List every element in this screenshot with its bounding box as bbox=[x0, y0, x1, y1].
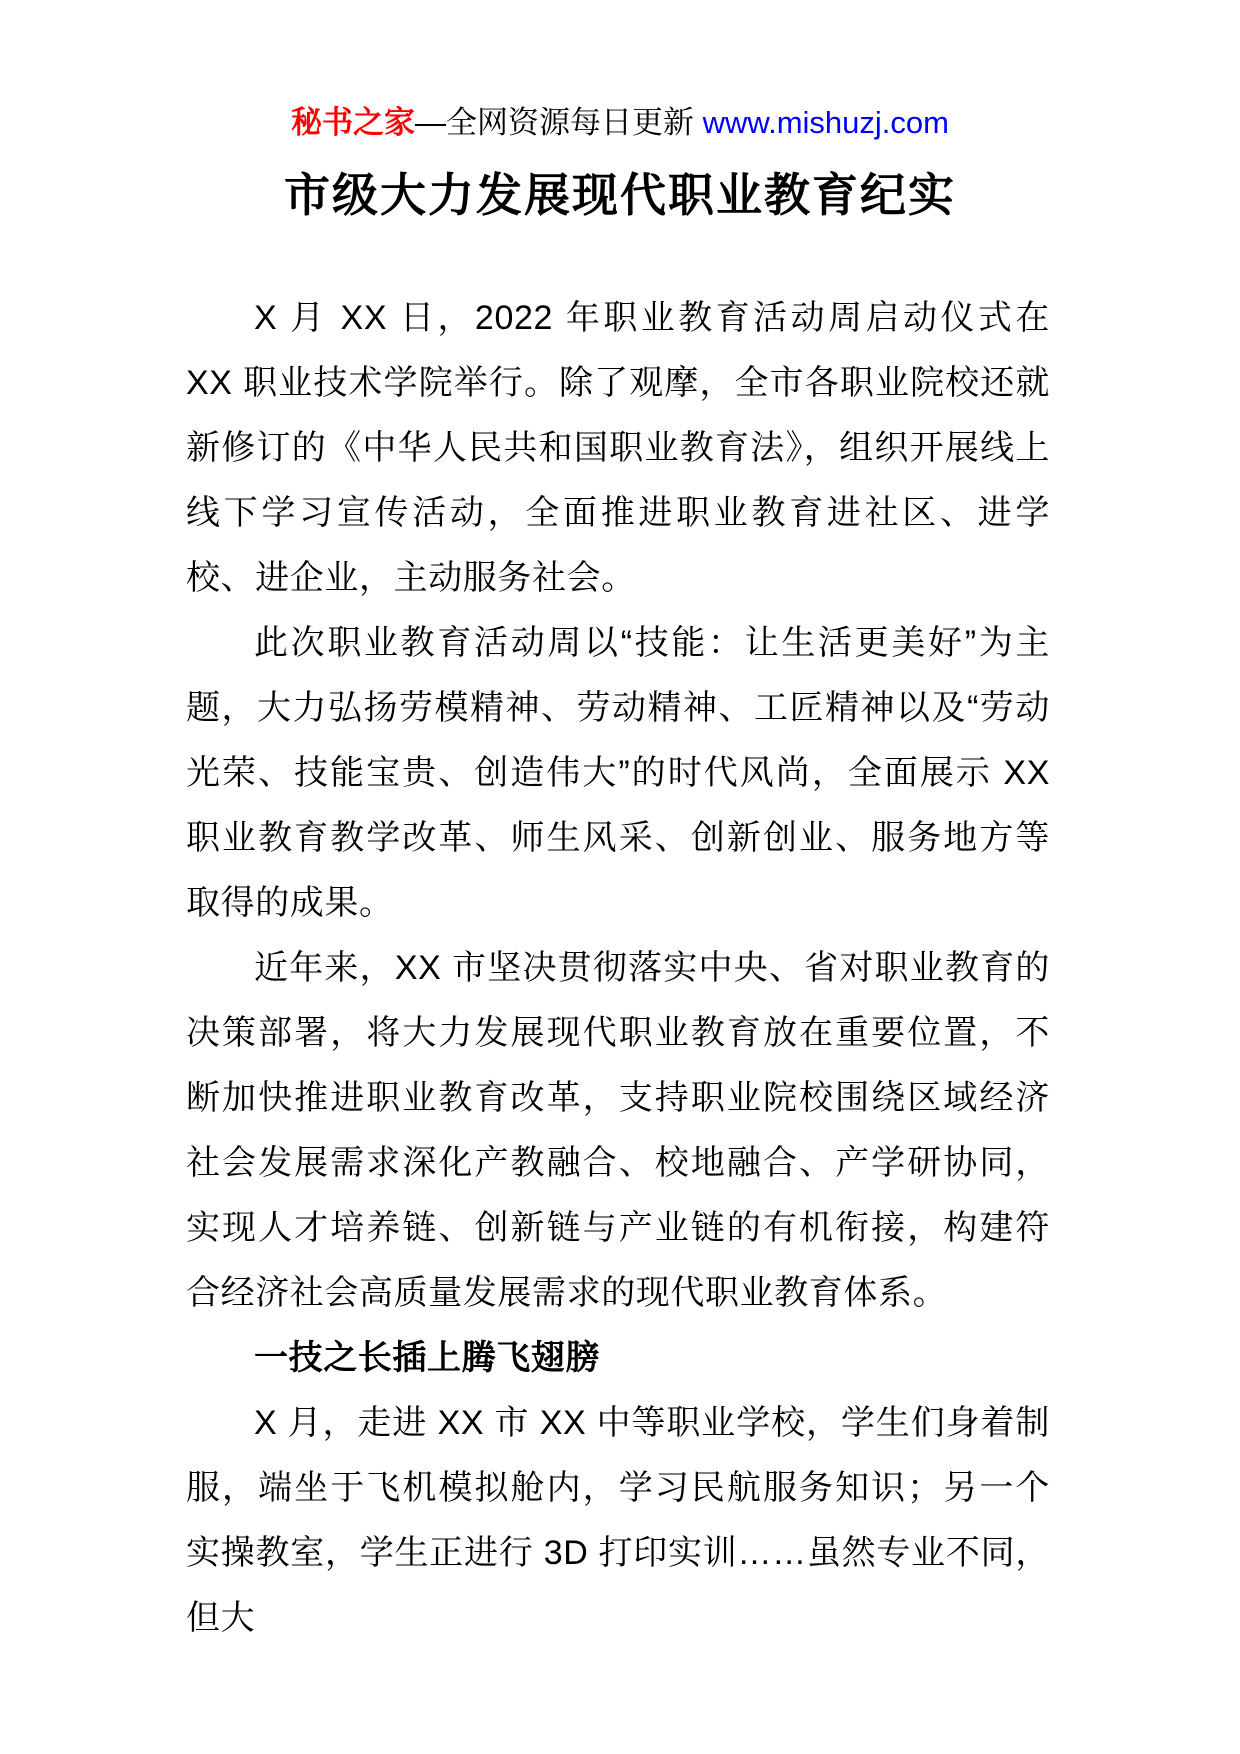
site-name: 秘书之家 bbox=[291, 105, 416, 140]
document-body bbox=[186, 286, 1050, 1651]
paragraph: 近年来，XX 市坚决贯彻落实中央、省对职业教育的决策部署，将大力发展现代职业教育放在重要位置，不断加快推进职业教育改革，支持职业院校围绕区域经济社会发展需求深化产教融合、校地融合、产学研协同，实现人才培养链、创新链与产业链的有机衔接，构建符合经济社会高质量发展需求的现代职业教育体系。 bbox=[186, 949, 1050, 1312]
section-subheading: 一技之长插上腾飞翅膀 bbox=[254, 1339, 600, 1377]
page-header bbox=[0, 101, 1240, 145]
header-tagline: —全网资源每日更新 bbox=[415, 105, 703, 140]
site-url-link[interactable]: www.mishuzj.com bbox=[702, 105, 949, 140]
paragraph: X 月，走进 XX 市 XX 中等职业学校，学生们身着制服，端坐于飞机模拟舱内，学习民航服务知识；另一个实操教室，学生正进行 3D 打印实训……虽然专业不同，但大 bbox=[186, 1404, 1050, 1637]
document-title: 市级大力发展现代职业教育纪实 bbox=[284, 169, 956, 221]
paragraph: X 月 XX 日，2022 年职业教育活动周启动仪式在 XX 职业技术学院举行。除了观摩，全市各职业院校还就新修订的《中华人民共和国职业教育法》，组织开展线上线下学习宣传活动，全面推进职业教育进社区、进学校、进企业，主动服务社会。 bbox=[186, 299, 1050, 597]
paragraph: 此次职业教育活动周以“技能：让生活更美好”为主题，大力弘扬劳模精神、劳动精神、工匠精神以及“劳动光荣、技能宝贵、创造伟大”的时代风尚，全面展示 XX 职业教育教学改革、师生风采、创新创业、服务地方等取得的成果。 bbox=[186, 624, 1050, 922]
